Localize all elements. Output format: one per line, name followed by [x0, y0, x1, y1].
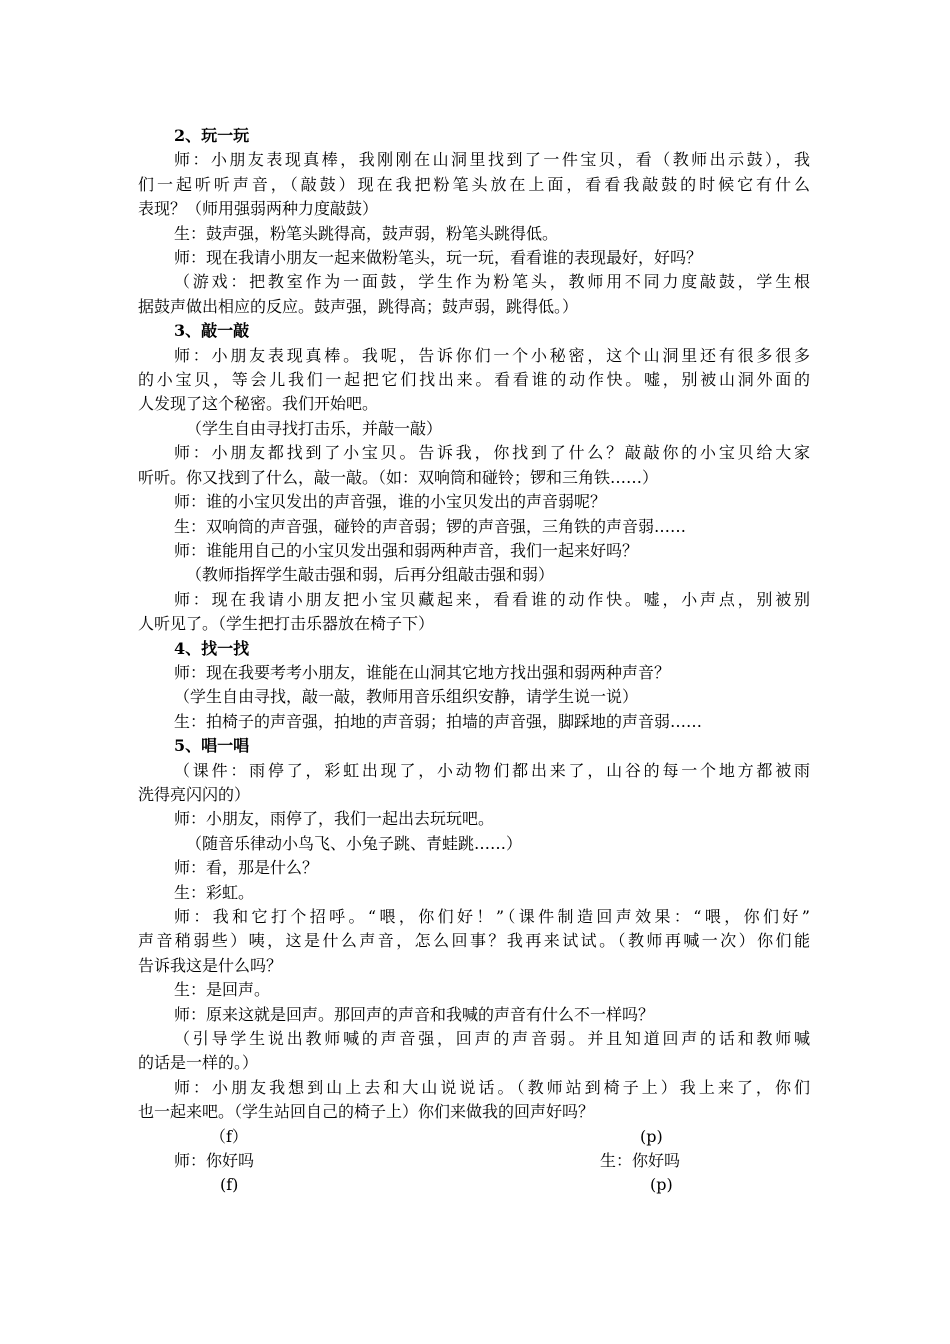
paragraph-line: 师：谁的小宝贝发出的声音强，谁的小宝贝发出的声音弱呢？ — [174, 492, 607, 512]
paragraph-line: 师：小朋友都找到了小宝贝。告诉我，你找到了什么？敲敲你的小宝贝给大家 — [174, 443, 810, 463]
paragraph-line: 师：小朋友，雨停了，我们一起出去玩玩吧。 — [174, 809, 495, 829]
paragraph-line: 生：是回声。 — [174, 980, 271, 1000]
piano-marker: (p) — [640, 1126, 663, 1146]
dialogue-row — [138, 1149, 810, 1173]
paragraph-line: （游戏：把教室作为一面鼓，学生作为粉笔头，教师用不同力度敲鼓，学生根 — [174, 272, 810, 292]
paragraph-line: （教师指挥学生敲击强和弱，后再分组敲击强和弱） — [186, 565, 555, 585]
paragraph-line: 的小宝贝，等会儿我们一起把它们找出来。看看谁的动作快。嘘，别被山洞外面的 — [138, 370, 810, 390]
paragraph-line: 人发现了这个秘密。我们开始吧。 — [138, 394, 379, 414]
paragraph-line: 的话是一样的。） — [138, 1053, 259, 1073]
forte-marker: (f) — [220, 1175, 239, 1195]
paragraph-line: 生：拍椅子的声音强，拍地的声音弱；拍墙的声音强，脚踩地的声音弱…… — [174, 711, 703, 731]
paragraph-line: 师：原来这就是回声。那回声的声音和我喊的声音有什么不一样吗？ — [174, 1004, 655, 1024]
paragraph-line: 听听。你又找到了什么，敲一敲。（如：双响筒和碰铃；锣和三角铁……） — [138, 467, 659, 487]
paragraph-line: 师：现在我请小朋友把小宝贝藏起来，看看谁的动作快。嘘，小声点，别被别 — [174, 589, 810, 609]
paragraph-line: 师：现在我要考考小朋友，谁能在山洞其它地方找出强和弱两种声音？ — [174, 662, 671, 682]
paragraph-line: （学生自由寻找打击乐，并敲一敲） — [186, 418, 443, 438]
paragraph-line: 们一起听听声音，（敲鼓）现在我把粉笔头放在上面，看看我敲鼓的时候它有什么 — [138, 174, 810, 194]
paragraph-line: 告诉我这是什么吗？ — [138, 955, 283, 975]
section-heading-3: 3、敲一敲 — [174, 321, 250, 341]
dialogue-marker-row — [138, 1125, 810, 1149]
paragraph-line: 表现？（师用强弱两种力度敲鼓） — [138, 199, 379, 219]
forte-marker: （f） — [210, 1126, 248, 1146]
student-line: 生：你好吗 — [600, 1151, 681, 1171]
paragraph-line: （随音乐律动小鸟飞、小兔子跳、青蛙跳……） — [186, 833, 523, 853]
dialogue-marker-row — [138, 1173, 810, 1197]
paragraph-line: 师：小朋友我想到山上去和大山说说话。（教师站到椅子上）我上来了，你们 — [174, 1077, 810, 1097]
paragraph-line: 据鼓声做出相应的反应。鼓声强，跳得高；鼓声弱，跳得低。） — [138, 296, 579, 316]
paragraph-line: 生：鼓声强，粉笔头跳得高，鼓声弱，粉笔头跳得低。 — [174, 223, 559, 243]
paragraph-line: 也一起来吧。（学生站回自己的椅子上）你们来做我的回声好吗？ — [138, 1102, 595, 1122]
teacher-line: 师：你好吗 — [174, 1151, 255, 1171]
paragraph-line: 师：小朋友表现真棒。我呢，告诉你们一个小秘密，这个山洞里还有很多很多 — [174, 345, 810, 365]
section-heading-5: 5、唱一唱 — [174, 736, 250, 756]
paragraph-line: 声音稍弱些）咦，这是什么声音，怎么回事？我再来试试。（教师再喊一次）你们能 — [138, 931, 810, 951]
paragraph-line: （学生自由寻找，敲一敲，教师用音乐组织安静，请学生说一说） — [174, 687, 639, 707]
paragraph-line: 生：彩虹。 — [174, 882, 255, 902]
paragraph-line: 洗得亮闪闪的） — [138, 784, 251, 804]
paragraph-line: 师：看，那是什么？ — [174, 858, 319, 878]
piano-marker: (p) — [650, 1175, 673, 1195]
section-heading-4: 4、找一找 — [174, 638, 250, 658]
paragraph-line: 师：谁能用自己的小宝贝发出强和弱两种声音，我们一起来好吗？ — [174, 540, 639, 560]
paragraph-line: 师：小朋友表现真棒，我刚刚在山洞里找到了一件宝贝，看（教师出示鼓），我 — [174, 150, 810, 170]
paragraph-line: （引导学生说出教师喊的声音强，回声的声音弱。并且知道回声的话和教师喊 — [174, 1029, 810, 1049]
paragraph-line: （课件：雨停了，彩虹出现了，小动物们都出来了，山谷的每一个地方都被雨 — [174, 760, 810, 780]
paragraph-line: 师：我和它打个招呼。“喂，你们好！”（课件制造回声效果：“喂，你们好” — [174, 907, 810, 926]
section-heading-2: 2、玩一玩 — [174, 126, 250, 145]
paragraph-line: 生：双响筒的声音强，碰铃的声音弱；锣的声音强，三角铁的声音弱…… — [174, 516, 687, 536]
paragraph-line: 人听见了。（学生把打击乐器放在椅子下） — [138, 614, 435, 634]
document-page — [138, 124, 810, 1198]
paragraph-line: 师：现在我请小朋友一起来做粉笔头，玩一玩，看看谁的表现最好，好吗？ — [174, 248, 703, 268]
